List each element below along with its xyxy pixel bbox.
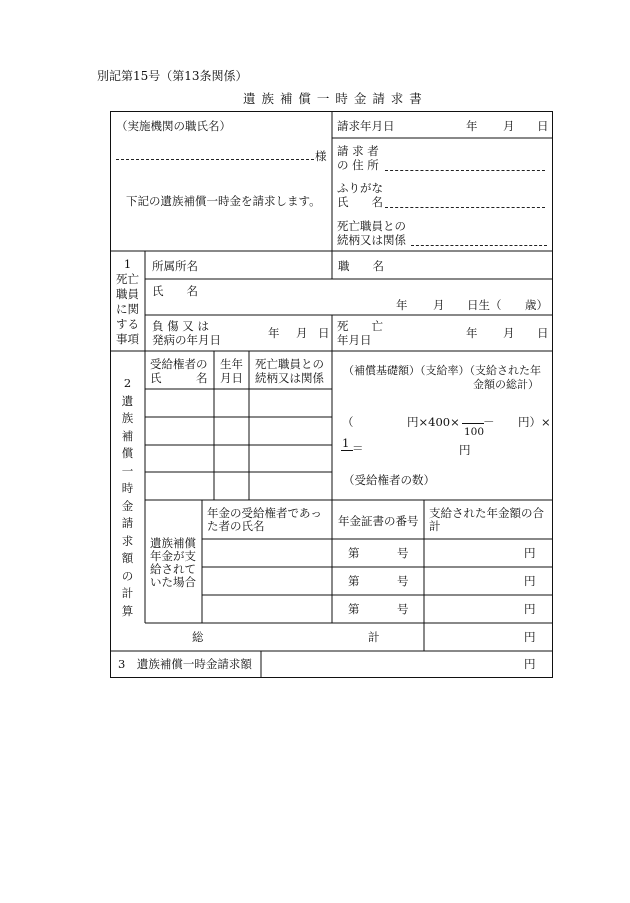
pension-amount-header-2: 計 bbox=[429, 519, 441, 533]
relation-line[interactable] bbox=[411, 245, 547, 246]
section2-label-part: 族 bbox=[121, 411, 134, 425]
pension-name-header-2: た者の氏名 bbox=[207, 519, 265, 533]
request-date-month[interactable]: 月 bbox=[503, 119, 515, 133]
pension-case-2: 年金が支 bbox=[150, 549, 196, 563]
section2-label-part: 求 bbox=[121, 533, 134, 548]
pension-amount-header-1: 支給された年金額の合 bbox=[429, 506, 544, 520]
formula-minus: － bbox=[483, 415, 495, 429]
section2-label-part: 金 bbox=[121, 498, 134, 513]
section2-label-part: 額 bbox=[121, 551, 134, 565]
official-label: （実施機関の職氏名） bbox=[116, 119, 231, 133]
death-year[interactable]: 年 bbox=[466, 326, 478, 340]
birth-col-header-1: 生年 bbox=[220, 357, 243, 371]
relation-label-1: 死亡職員との bbox=[337, 219, 406, 233]
formula-header-2: 金額の総計） bbox=[473, 378, 539, 391]
formula-close: 円）× bbox=[518, 415, 551, 429]
section2-label-part: 計 bbox=[121, 586, 134, 600]
affiliation-label: 所属所名 bbox=[152, 259, 198, 273]
pension-case-4: いた場合 bbox=[150, 575, 196, 589]
injury-day[interactable]: 日 bbox=[318, 326, 330, 340]
form-reference: 別記第15号（第13条関係） bbox=[97, 69, 248, 83]
official-name-line[interactable] bbox=[116, 159, 314, 160]
section3-yen[interactable]: 円 bbox=[524, 657, 536, 671]
birth-col-header-2: 月日 bbox=[220, 371, 243, 385]
formula-count: （受給権者の数） bbox=[343, 473, 435, 487]
section2-label bbox=[112, 375, 143, 620]
pension-case-3: 給されて bbox=[150, 562, 196, 576]
section1-label-part: する bbox=[116, 317, 139, 331]
claimant-name-label: 氏 名 bbox=[337, 195, 383, 209]
request-date-day[interactable]: 日 bbox=[537, 119, 549, 133]
cert-prefix: 第 bbox=[348, 574, 360, 588]
beneficiary-col-header-1: 受給権者の bbox=[150, 357, 208, 371]
birth-year[interactable]: 年 bbox=[396, 298, 408, 312]
injury-label-1: 負 傷 又 は bbox=[152, 319, 209, 333]
relation-col-header-1: 死亡職員との bbox=[255, 357, 324, 371]
total-label-2: 計 bbox=[368, 630, 380, 644]
section1-label bbox=[112, 257, 143, 347]
birth-month[interactable]: 月 bbox=[433, 298, 445, 312]
section2-label-part: の bbox=[121, 568, 134, 583]
relation-col-header-2: 続柄又は関係 bbox=[255, 371, 324, 385]
section1-label-part: 1 bbox=[123, 257, 132, 271]
section2-label-part: 一 bbox=[121, 463, 134, 478]
section2-label-part: 遺 bbox=[121, 393, 134, 408]
claimant-label-2: の 住 所 bbox=[337, 158, 379, 172]
section1-label-part: 死亡 bbox=[116, 272, 139, 286]
section1-label-part: 職員 bbox=[116, 287, 139, 301]
section2-label-part: 請 bbox=[121, 516, 134, 530]
request-date-label: 請求年月日 bbox=[337, 119, 395, 133]
injury-month[interactable]: 月 bbox=[296, 326, 308, 340]
beneficiary-col-header-2: 氏 名 bbox=[150, 371, 208, 385]
cert-suffix: 号 bbox=[397, 574, 409, 588]
fraction-bar bbox=[462, 423, 484, 424]
relation-label-2: 続柄又は関係 bbox=[337, 233, 406, 247]
birth-day[interactable]: 日生（ bbox=[467, 298, 502, 312]
formula-header: （補償基礎額）（支給率）（支給された年 bbox=[343, 364, 541, 377]
pension-cert-header: 年金証書の番号 bbox=[338, 514, 419, 528]
amount-yen[interactable]: 円 bbox=[524, 574, 536, 588]
age[interactable]: 歳） bbox=[525, 298, 548, 312]
section2-label-part: 2 bbox=[123, 376, 132, 390]
cert-suffix: 号 bbox=[397, 602, 409, 616]
formula-equals: ＝ bbox=[352, 441, 364, 455]
pension-name-header-1: 年金の受給権者であっ bbox=[207, 506, 322, 520]
request-sentence: 下記の遺族補償一時金を請求します。 bbox=[126, 194, 321, 208]
formula-yen-rate: 円×400× bbox=[407, 415, 460, 429]
position-label: 職 名 bbox=[338, 259, 384, 273]
section1-label-part: に関 bbox=[116, 302, 139, 316]
section2-label-part: 補 bbox=[121, 428, 134, 443]
pension-case-1: 遺族補償 bbox=[150, 536, 196, 550]
death-label-2: 年月日 bbox=[337, 333, 372, 347]
cert-prefix: 第 bbox=[348, 602, 360, 616]
section2-label-part: 償 bbox=[121, 446, 134, 460]
injury-year[interactable]: 年 bbox=[268, 326, 280, 340]
total-label-1: 総 bbox=[192, 630, 204, 644]
furigana-label: ふりがな bbox=[337, 181, 383, 195]
form-title: 遺 族 補 償 一 時 金 請 求 書 bbox=[243, 91, 423, 106]
death-day[interactable]: 日 bbox=[537, 326, 549, 340]
amount-yen[interactable]: 円 bbox=[524, 602, 536, 616]
sama-suffix: 様 bbox=[315, 149, 327, 163]
formula-result-yen[interactable]: 円 bbox=[459, 443, 471, 457]
claim-form bbox=[110, 111, 553, 678]
claimant-name-line[interactable] bbox=[385, 207, 545, 208]
claimant-label-1: 請 求 者 bbox=[337, 144, 379, 158]
death-month[interactable]: 月 bbox=[503, 326, 515, 340]
section2-label-part: 時 bbox=[121, 481, 134, 495]
death-label-1: 死 亡 bbox=[337, 319, 383, 333]
section2-label-part: 算 bbox=[121, 603, 134, 618]
section3-label: 3 遺族補償一時金請求額 bbox=[118, 657, 252, 671]
request-date-year[interactable]: 年 bbox=[466, 119, 478, 133]
injury-label-2: 発病の年月日 bbox=[152, 333, 221, 347]
deceased-name-label: 氏 名 bbox=[152, 284, 198, 298]
amount-yen[interactable]: 円 bbox=[524, 546, 536, 560]
cert-suffix: 号 bbox=[397, 546, 409, 560]
formula-open-paren: （ bbox=[342, 415, 354, 429]
claimant-address-line[interactable] bbox=[385, 170, 545, 171]
formula-one: 1 bbox=[342, 436, 350, 450]
cert-prefix: 第 bbox=[348, 546, 360, 560]
total-yen[interactable]: 円 bbox=[524, 630, 536, 644]
formula-100: 100 bbox=[464, 426, 485, 438]
section1-label-part: 事項 bbox=[116, 332, 139, 346]
